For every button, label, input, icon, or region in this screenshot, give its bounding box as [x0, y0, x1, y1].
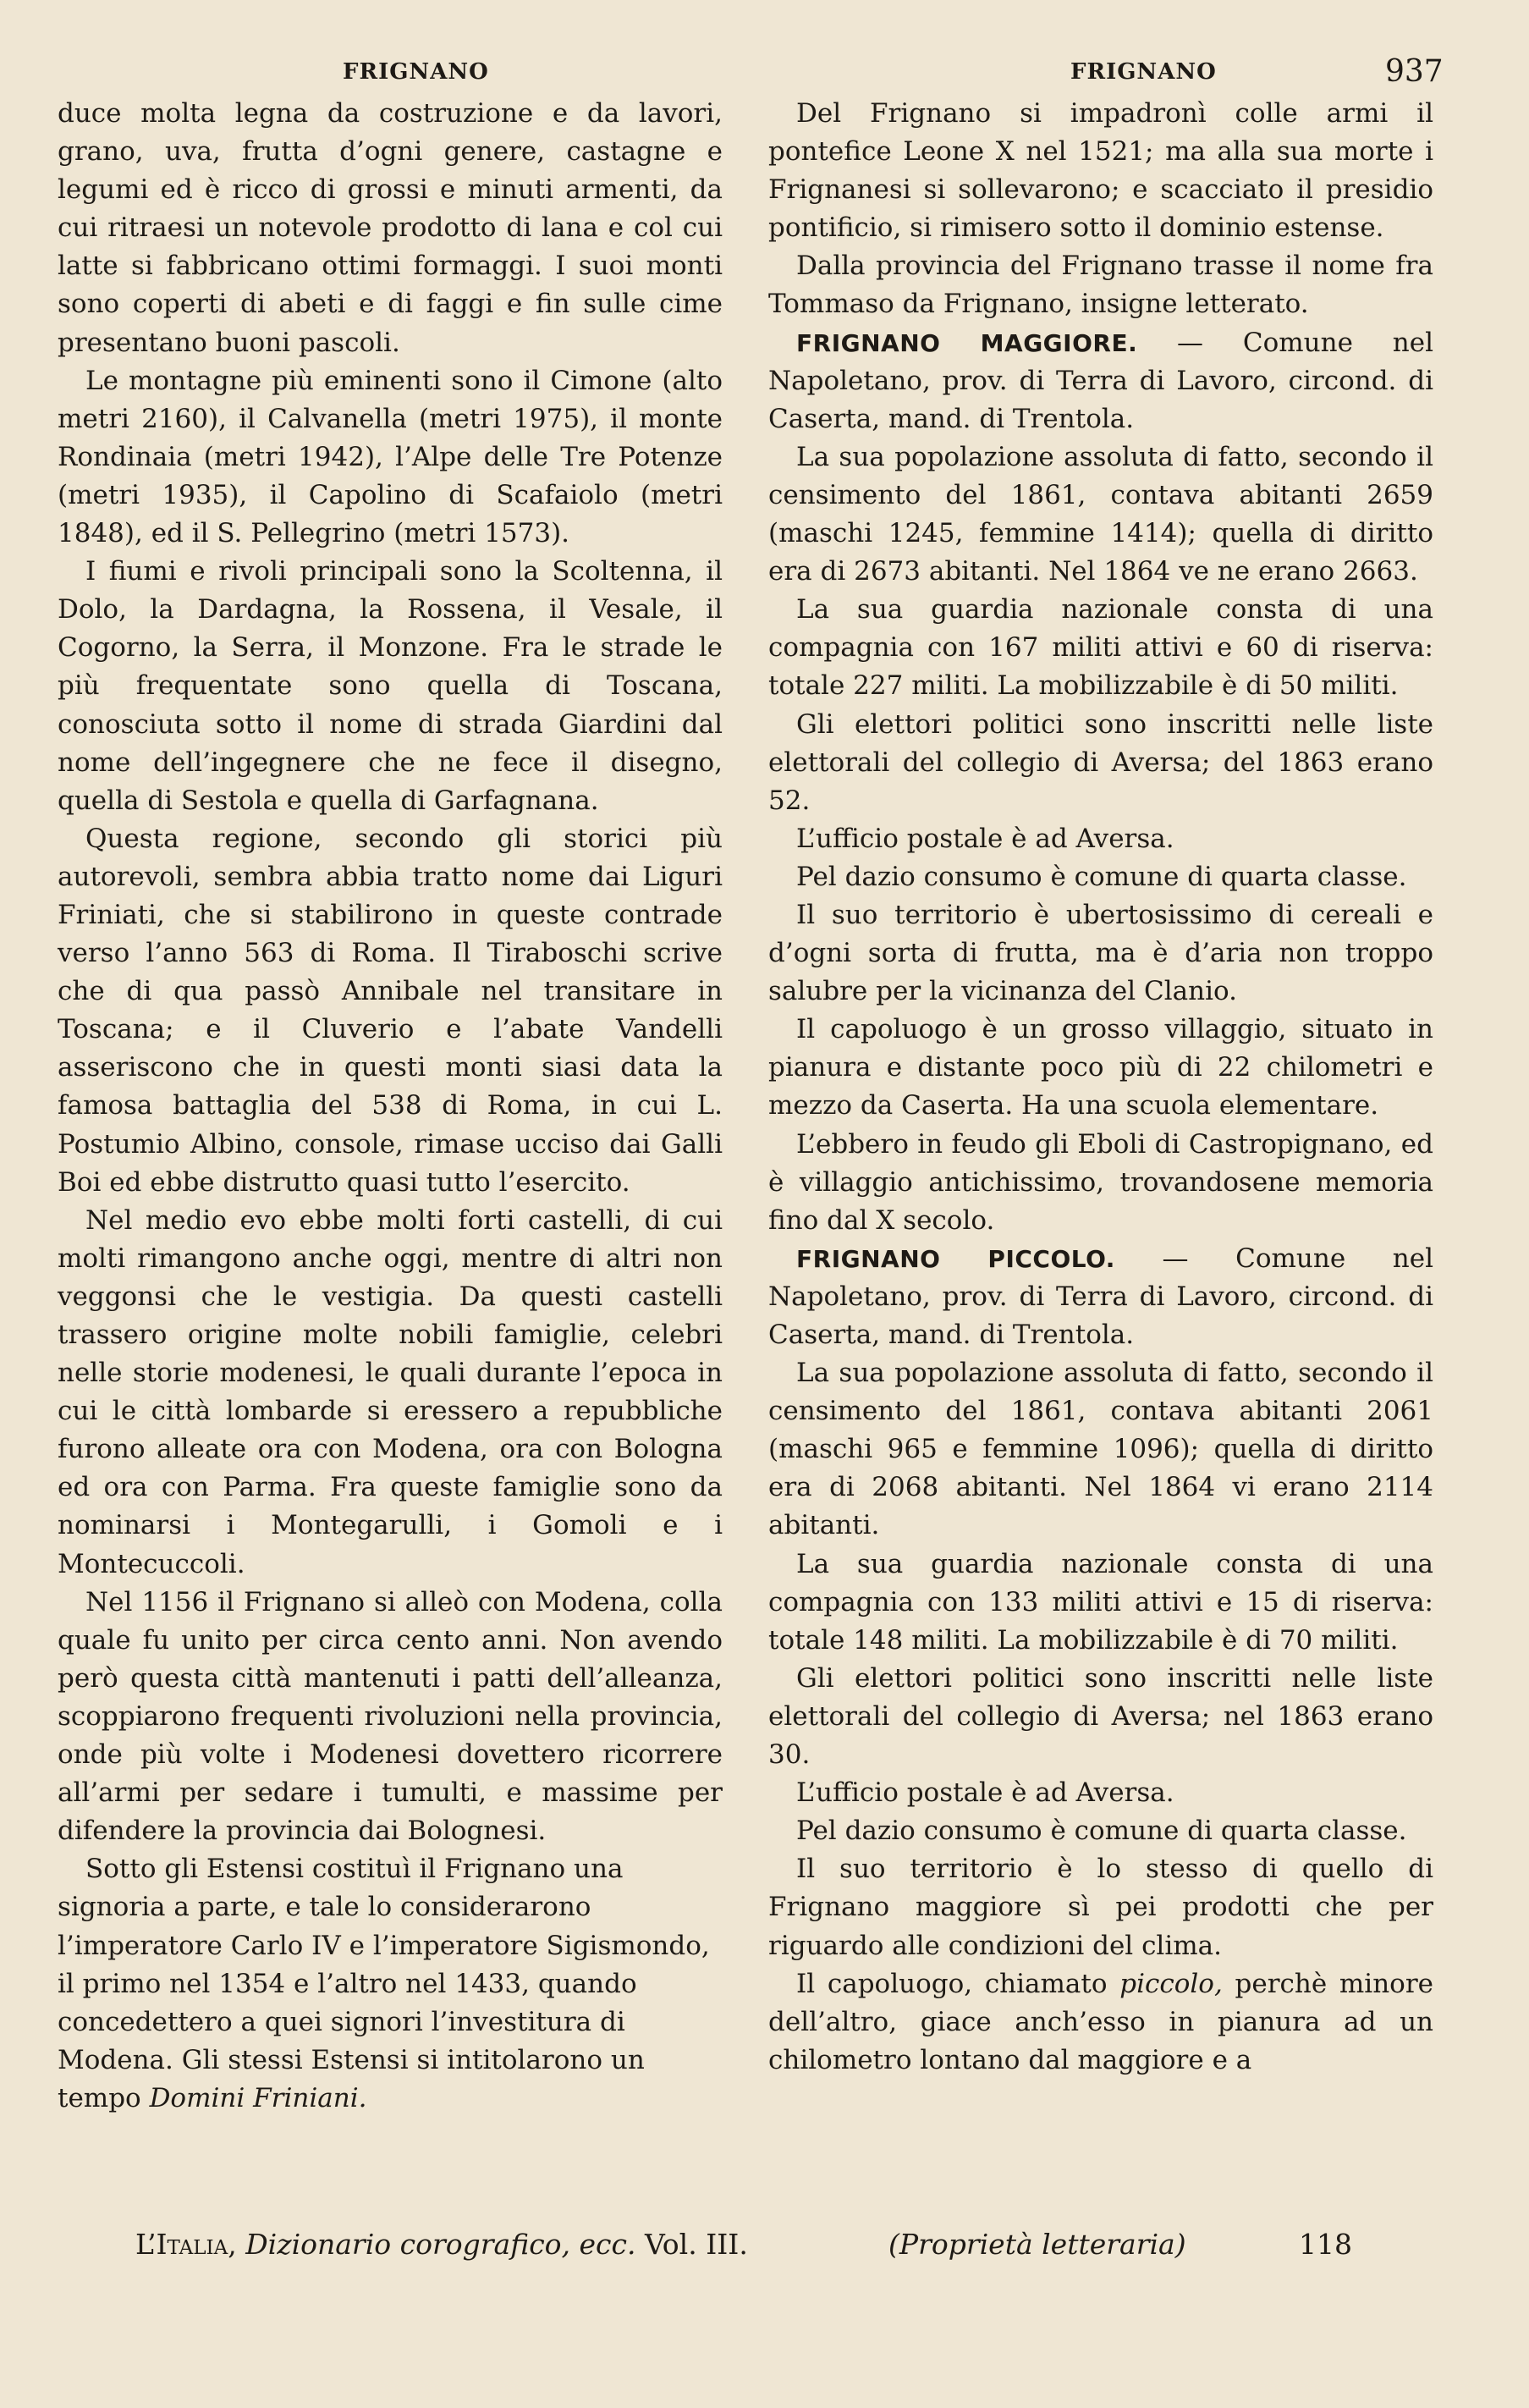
paragraph: Del Frignano si impadronì colle armi il pontefice Leone X nel 1521; ma alla sua morte i Frignanesi si sollevarono; e scacciato il presidio pontificio, si rimisero sotto il dominio estense.	[768, 98, 1433, 244]
right-column	[768, 95, 1433, 2080]
paragraph: Nel 1156 il Frignano si alleò con Modena, colla quale fu unito per circa cento anni. Non avendo però questa città mantenuti i patti dell’alleanza, scoppiarono frequenti rivoluzioni nella provincia, onde più volte i Modenesi dovettero ricorrere all’armi per sedare i tumulti, e massime per difendere la provincia dai Bolognesi.	[58, 1586, 723, 1847]
running-head-right: FRIGNANO	[1070, 59, 1217, 85]
left-column	[58, 95, 723, 2118]
entry-heading-paragraph	[768, 324, 1433, 438]
entry-title-piccolo: FRIGNANO PICCOLO.	[796, 1244, 1115, 1273]
footer-signature-number: 118	[1299, 2228, 1352, 2261]
paragraph-text: Il capoluogo, chiamato	[796, 1968, 1120, 1999]
paragraph: Gli elettori politici sono inscritti nelle liste elettorali del collegio di Aversa; del 1863 erano 52.	[768, 708, 1433, 816]
paragraph: Questa regione, secondo gli storici più autorevoli, sembra abbia tratto nome dai Liguri Friniati, che si stabilirono in queste contrade verso l’anno 563 di Roma. Il Tiraboschi scrive che di qua passò Annibale nel transitare in Toscana; e il Cluverio e l’abate Vandelli asseriscono che in questi monti siasi data la famosa battaglia del 538 di Roma, in cui L. Postumio Albino, console, rimase ucciso dai Galli Boi ed ebbe distrutto quasi tutto l’esercito.	[58, 823, 723, 1198]
footer-volume: Vol. III.	[635, 2228, 748, 2261]
paragraph: La sua guardia nazionale consta di una compagnia con 133 militi attivi e 15 di riserva: totale 148 militi. La mobilizzabile è di 70 militi.	[768, 1548, 1433, 1656]
footer-property-note: (Proprietà letteraria)	[888, 2228, 1186, 2261]
paragraph: La sua popolazione assoluta di fatto, secondo il censimento del 1861, contava abitanti 2061 (maschi 965 e femmine 1096); quella di diritto era di 2068 abitanti. Nel 1864 vi erano 2114 abitanti.	[768, 1358, 1433, 1541]
paragraph: duce molta legna da costruzione e da lavori, grano, uva, frutta d’ogni genere, castagne e legumi ed è ricco di grossi e minuti armenti, da cui ritraesi un notevole prodotto di lana e col cui latte si fabbricano ottimi formaggi. I suoi monti sono coperti di abeti e di faggi e fin sulle cime presentano buoni pascoli.	[58, 98, 723, 358]
paragraph: Gli elettori politici sono inscritti nelle liste elettorali del collegio di Aversa; nel 1863 erano 30.	[768, 1662, 1433, 1771]
footer-sep: ,	[228, 2228, 246, 2261]
paragraph	[768, 1965, 1433, 2080]
paragraph: Il suo territorio è lo stesso di quello di Frignano maggiore sì pei prodotti che per riguardo alle condizioni del clima.	[768, 1854, 1433, 1961]
paragraph: Pel dazio consumo è comune di quarta classe.	[796, 861, 1407, 892]
paragraph: Il suo territorio è ubertosissimo di cereali e d’ogni sorta di frutta, ma è d’aria non troppo salubre per la vicinanza del Clanio.	[768, 899, 1433, 1007]
paragraph: Dalla provincia del Frignano trasse il nome fra Tommaso da Frignano, insigne letterato.	[768, 251, 1433, 320]
paragraph-text: perchè minore dell’altro, giace anch’esso in pianura ad un chilometro lontano dal maggiore e a	[768, 1968, 1433, 2075]
italic-phrase: Domini Friniani.	[149, 2082, 367, 2113]
paragraph: Nel medio evo ebbe molti forti castelli, di cui molti rimangono anche oggi, mentre di altri non veggonsi che le vestigia. Da questi castelli trassero origine molte nobili famiglie, celebri nelle storie modenesi, le quali durante l’epoca in cui le città lombarde si eressero a repubbliche furono alleate ora con Modena, ora con Bologna ed ora con Parma. Fra queste famiglie sono da nominarsi i Montegarulli, i Gomoli e i Montecuccoli.	[58, 1204, 723, 1579]
entry-definition: — Comune nel Napoletano, prov. di Terra di Lavoro, circond. di Caserta, mand. di Trentola.	[768, 1243, 1434, 1350]
entry-definition: — Comune nel Napoletano, prov. di Terra di Lavoro, circond. di Caserta, mand. di Trentola.	[768, 327, 1433, 434]
paragraph	[58, 1850, 723, 2118]
footer-work-title	[135, 2228, 748, 2261]
paragraph: I fiumi e rivoli principali sono la Scoltenna, il Dolo, la Dardagna, la Rossena, il Vesale, il Cogorno, la Serra, il Monzone. Fra le strade le più frequentate sono quella di Toscana, conosciuta sotto il nome di strada Giardini dal nome dell’ingegnere che ne fece il disegno, quella di Sestola e quella di Garfagnana.	[58, 556, 723, 816]
paragraph: L’ebbero in feudo gli Eboli di Castropignano, ed è villaggio antichissimo, trovandosene memoria fino dal X secolo.	[768, 1128, 1433, 1236]
paragraph: La sua guardia nazionale consta di una compagnia con 167 militi attivi e 60 di riserva: totale 227 militi. La mobilizzabile è di 50 militi.	[768, 594, 1433, 702]
footer-smallcaps: Italia	[156, 2228, 228, 2261]
paragraph-text: Sotto gli Estensi costituì il Frignano una signoria a parte, e tale lo considerarono l’imperatore Carlo IV e l’imperatore Sigismondo, il primo nel 1354 e l’altro nel 1433, quando concedettero a quei signori l’investitura di Modena. Gli stessi Estensi si intitolarono un tempo	[58, 1854, 710, 2113]
paragraph: L’ufficio postale è ad Aversa.	[796, 823, 1174, 854]
paragraph: Pel dazio consumo è comune di quarta classe.	[796, 1816, 1407, 1847]
paragraph: Le montagne più eminenti sono il Cimone (alto metri 2160), il Calvanella (metri 1975), il monte Rondinaia (metri 1942), l’Alpe delle Tre Potenze (metri 1935), il Capolino di Scafaiolo (metri 1848), ed il S. Pellegrino (metri 1573).	[58, 365, 723, 549]
italic-word: piccolo,	[1119, 1968, 1223, 1999]
running-head-left: FRIGNANO	[343, 59, 489, 85]
paragraph: L’ufficio postale è ad Aversa.	[796, 1777, 1174, 1809]
footer-book-title: Dizionario corografico, ecc.	[245, 2228, 636, 2261]
paragraph: Il capoluogo è un grosso villaggio, situato in pianura e distante poco più di 22 chilometri e mezzo da Caserta. Ha una scuola elementare.	[768, 1014, 1433, 1121]
entry-title-maggiore: FRIGNANO MAGGIORE.	[796, 328, 1138, 357]
page-number: 937	[1385, 54, 1444, 89]
paragraph: La sua popolazione assoluta di fatto, secondo il censimento del 1861, contava abitanti 2659 (maschi 1245, femmine 1414); quella di diritto era di 2673 abitanti. Nel 1864 ve ne erano 2663.	[768, 441, 1433, 587]
footer-prefix: L’	[135, 2228, 157, 2261]
entry-heading-paragraph	[768, 1240, 1433, 1354]
